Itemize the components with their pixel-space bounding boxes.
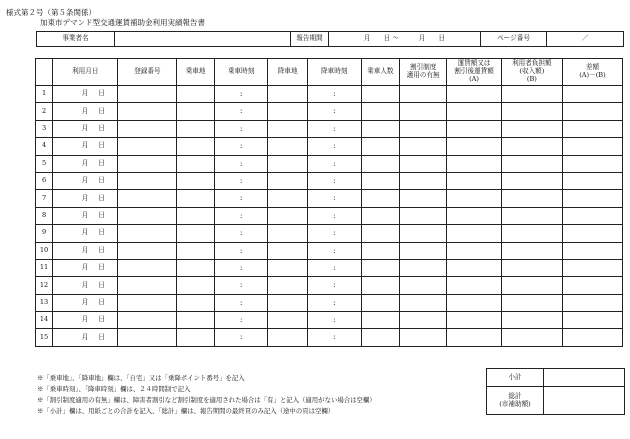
alight-time-cell[interactable]: : bbox=[308, 294, 362, 311]
alight-place-cell[interactable] bbox=[268, 294, 308, 311]
discount-cell[interactable] bbox=[400, 225, 447, 242]
date-cell[interactable] bbox=[53, 190, 118, 207]
alight-place-cell[interactable] bbox=[268, 172, 308, 189]
day-label: 日 bbox=[98, 210, 105, 219]
alight-place-cell[interactable] bbox=[268, 120, 308, 137]
reg-no-cell[interactable] bbox=[118, 242, 177, 259]
table-body bbox=[36, 86, 623, 347]
table-header-row bbox=[36, 59, 623, 86]
table-row bbox=[36, 312, 623, 329]
fare-cell[interactable] bbox=[447, 329, 502, 346]
alight-time-cell[interactable]: : bbox=[308, 138, 362, 155]
total-label-cell bbox=[487, 387, 544, 415]
reg-no-cell[interactable] bbox=[118, 103, 177, 120]
row-number: 5 bbox=[36, 155, 53, 172]
reg-no-cell[interactable] bbox=[118, 120, 177, 137]
discount-cell[interactable] bbox=[400, 277, 447, 294]
day-label: 日 bbox=[98, 280, 105, 289]
table-row bbox=[36, 86, 623, 103]
user-charge-cell[interactable] bbox=[501, 155, 562, 172]
board-place-cell[interactable] bbox=[177, 225, 214, 242]
total-field[interactable] bbox=[544, 387, 625, 415]
form-title: 加東市デマンド型交通運賃補助金利用実績報告書 bbox=[40, 18, 205, 27]
reg-no-cell[interactable] bbox=[118, 312, 177, 329]
discount-cell[interactable] bbox=[400, 86, 447, 103]
user-charge-cell[interactable] bbox=[501, 242, 562, 259]
month-label: 月 bbox=[81, 106, 89, 115]
day-label: 日 bbox=[98, 141, 105, 150]
note-2: ※「乗車時刻」、「降車時刻」欄は、２４時間制で記入 bbox=[37, 385, 191, 393]
user-charge-cell[interactable] bbox=[501, 259, 562, 276]
difference-cell[interactable] bbox=[562, 312, 622, 329]
day-label: 日 bbox=[98, 263, 105, 272]
reg-no-cell[interactable] bbox=[118, 172, 177, 189]
difference-cell[interactable] bbox=[562, 103, 622, 120]
passengers-cell[interactable] bbox=[361, 242, 400, 259]
date-cell[interactable] bbox=[53, 329, 118, 346]
page-field[interactable]: ／ bbox=[547, 32, 624, 47]
alight-time-cell[interactable]: : bbox=[308, 207, 362, 224]
alight-place-cell[interactable] bbox=[268, 207, 308, 224]
date-cell[interactable] bbox=[53, 259, 118, 276]
discount-cell[interactable] bbox=[400, 103, 447, 120]
user-charge-cell[interactable] bbox=[501, 120, 562, 137]
difference-cell[interactable] bbox=[562, 190, 622, 207]
board-place-cell[interactable] bbox=[177, 312, 214, 329]
board-place-cell[interactable] bbox=[177, 329, 214, 346]
passengers-cell[interactable] bbox=[361, 103, 400, 120]
discount-cell[interactable] bbox=[400, 294, 447, 311]
board-time-cell[interactable]: : bbox=[214, 120, 268, 137]
passengers-cell[interactable] bbox=[361, 190, 400, 207]
month-label: 月 bbox=[81, 228, 89, 237]
passengers-cell[interactable] bbox=[361, 259, 400, 276]
period-field[interactable]: 月 日 〜 月 日 bbox=[329, 32, 481, 47]
user-charge-cell[interactable] bbox=[501, 103, 562, 120]
day-label: 日 bbox=[98, 315, 105, 324]
reg-no-cell[interactable] bbox=[118, 277, 177, 294]
table-row bbox=[36, 103, 623, 120]
table-row bbox=[36, 259, 623, 276]
user-charge-cell[interactable] bbox=[501, 294, 562, 311]
col-diff-line1: 差額 bbox=[585, 63, 600, 72]
board-place-cell[interactable] bbox=[177, 277, 214, 294]
discount-cell[interactable] bbox=[400, 312, 447, 329]
board-time-cell[interactable]: : bbox=[214, 190, 268, 207]
board-time-cell[interactable]: : bbox=[214, 294, 268, 311]
date-cell[interactable] bbox=[53, 103, 118, 120]
table-row bbox=[36, 190, 623, 207]
board-place-cell[interactable] bbox=[177, 86, 214, 103]
col-difference bbox=[562, 59, 622, 86]
fare-cell[interactable] bbox=[447, 294, 502, 311]
col-board-time: 乗車時刻 bbox=[214, 59, 268, 86]
difference-cell[interactable] bbox=[562, 329, 622, 346]
alight-time-cell[interactable]: : bbox=[308, 86, 362, 103]
fare-cell[interactable] bbox=[447, 86, 502, 103]
total-label: 総計 bbox=[508, 391, 522, 400]
passengers-cell[interactable] bbox=[361, 329, 400, 346]
board-place-cell[interactable] bbox=[177, 207, 214, 224]
day-label: 日 bbox=[98, 158, 105, 167]
row-number: 7 bbox=[36, 190, 53, 207]
difference-cell[interactable] bbox=[562, 225, 622, 242]
date-cell[interactable] bbox=[53, 225, 118, 242]
alight-time-cell[interactable]: : bbox=[308, 242, 362, 259]
reg-no-cell[interactable] bbox=[118, 207, 177, 224]
row-number: 12 bbox=[36, 277, 53, 294]
month-label: 月 bbox=[81, 245, 89, 254]
operator-field[interactable] bbox=[115, 32, 291, 47]
row-number: 13 bbox=[36, 294, 53, 311]
passengers-cell[interactable] bbox=[361, 225, 400, 242]
board-time-cell[interactable]: : bbox=[214, 225, 268, 242]
alight-place-cell[interactable] bbox=[268, 86, 308, 103]
passengers-cell[interactable] bbox=[361, 294, 400, 311]
date-cell[interactable] bbox=[53, 242, 118, 259]
row-number: 3 bbox=[36, 120, 53, 137]
difference-cell[interactable] bbox=[562, 259, 622, 276]
alight-time-cell[interactable]: : bbox=[308, 259, 362, 276]
board-time-cell[interactable]: : bbox=[214, 277, 268, 294]
date-cell[interactable] bbox=[53, 277, 118, 294]
discount-cell[interactable] bbox=[400, 259, 447, 276]
fare-cell[interactable] bbox=[447, 155, 502, 172]
row-number: 2 bbox=[36, 103, 53, 120]
board-place-cell[interactable] bbox=[177, 138, 214, 155]
day-label: 日 bbox=[98, 106, 105, 115]
col-fare-line3: (A) bbox=[469, 74, 479, 83]
alight-time-cell[interactable]: : bbox=[308, 312, 362, 329]
alight-place-cell[interactable] bbox=[268, 190, 308, 207]
difference-cell[interactable] bbox=[562, 294, 622, 311]
user-charge-cell[interactable] bbox=[501, 86, 562, 103]
difference-cell[interactable] bbox=[562, 138, 622, 155]
user-charge-cell[interactable] bbox=[501, 277, 562, 294]
difference-cell[interactable] bbox=[562, 172, 622, 189]
col-discount bbox=[400, 59, 447, 86]
month-label: 月 bbox=[81, 176, 89, 185]
board-time-cell[interactable]: : bbox=[214, 172, 268, 189]
col-reg-no: 登録番号 bbox=[118, 59, 177, 86]
col-user-line1: 利用者負担額 bbox=[512, 59, 552, 68]
month-label: 月 bbox=[81, 158, 89, 167]
row-number: 15 bbox=[36, 329, 53, 346]
fare-cell[interactable] bbox=[447, 138, 502, 155]
board-time-cell[interactable]: : bbox=[214, 329, 268, 346]
reg-no-cell[interactable] bbox=[118, 155, 177, 172]
table-row bbox=[36, 155, 623, 172]
day-label: 日 bbox=[98, 176, 105, 185]
month-label: 月 bbox=[81, 210, 89, 219]
fare-cell[interactable] bbox=[447, 103, 502, 120]
board-place-cell[interactable] bbox=[177, 103, 214, 120]
discount-cell[interactable] bbox=[400, 120, 447, 137]
user-charge-cell[interactable] bbox=[501, 138, 562, 155]
alight-time-cell[interactable]: : bbox=[308, 155, 362, 172]
month-label: 月 bbox=[81, 89, 89, 98]
board-place-cell[interactable] bbox=[177, 242, 214, 259]
fare-cell[interactable] bbox=[447, 172, 502, 189]
reg-no-cell[interactable] bbox=[118, 86, 177, 103]
board-time-cell[interactable]: : bbox=[214, 312, 268, 329]
board-time-cell[interactable]: : bbox=[214, 207, 268, 224]
user-charge-cell[interactable] bbox=[501, 312, 562, 329]
date-cell[interactable] bbox=[53, 172, 118, 189]
discount-cell[interactable] bbox=[400, 207, 447, 224]
row-number: 1 bbox=[36, 86, 53, 103]
passengers-cell[interactable] bbox=[361, 207, 400, 224]
table-row bbox=[36, 207, 623, 224]
table-row bbox=[36, 242, 623, 259]
col-diff-line2: (A)－(B) bbox=[579, 71, 606, 79]
difference-cell[interactable] bbox=[562, 155, 622, 172]
difference-cell[interactable] bbox=[562, 242, 622, 259]
discount-cell[interactable] bbox=[400, 172, 447, 189]
usage-table bbox=[35, 58, 623, 347]
reg-no-cell[interactable] bbox=[118, 190, 177, 207]
table-row bbox=[36, 294, 623, 311]
board-time-cell[interactable]: : bbox=[214, 138, 268, 155]
reg-no-cell[interactable] bbox=[118, 329, 177, 346]
day-label: 日 bbox=[98, 124, 105, 133]
alight-time-cell[interactable]: : bbox=[308, 225, 362, 242]
note-1: ※「乗車地」、「降車地」欄は、「自宅」又は「乗降ポイント番号」を記入 bbox=[37, 374, 245, 382]
day-label: 日 bbox=[98, 245, 105, 254]
alight-place-cell[interactable] bbox=[268, 312, 308, 329]
table-row bbox=[36, 225, 623, 242]
note-4: ※「小計」欄は、用紙ごとの合計を記入、「総計」欄は、報告期間の最終頁のみ記入（途中の頁は空欄） bbox=[37, 407, 335, 415]
col-alight-time: 降車時刻 bbox=[308, 59, 362, 86]
col-user-charge bbox=[501, 59, 562, 86]
alight-place-cell[interactable] bbox=[268, 242, 308, 259]
fare-cell[interactable] bbox=[447, 190, 502, 207]
col-fare-line2: 割引後運賃額 bbox=[454, 67, 494, 76]
alight-time-cell[interactable]: : bbox=[308, 172, 362, 189]
discount-cell[interactable] bbox=[400, 242, 447, 259]
user-charge-cell[interactable] bbox=[501, 172, 562, 189]
day-label: 日 bbox=[98, 89, 105, 98]
table-row bbox=[36, 329, 623, 346]
board-place-cell[interactable] bbox=[177, 259, 214, 276]
col-board-place: 乗車地 bbox=[177, 59, 214, 86]
reg-no-cell[interactable] bbox=[118, 138, 177, 155]
difference-cell[interactable] bbox=[562, 120, 622, 137]
page-label: ページ番号 bbox=[481, 32, 547, 47]
alight-time-cell[interactable]: : bbox=[308, 329, 362, 346]
difference-cell[interactable] bbox=[562, 277, 622, 294]
reg-no-cell[interactable] bbox=[118, 225, 177, 242]
row-number: 9 bbox=[36, 225, 53, 242]
fare-cell[interactable] bbox=[447, 225, 502, 242]
passengers-cell[interactable] bbox=[361, 155, 400, 172]
row-number: 10 bbox=[36, 242, 53, 259]
subtotal-field[interactable] bbox=[544, 369, 625, 387]
alight-place-cell[interactable] bbox=[268, 155, 308, 172]
day-label: 日 bbox=[98, 297, 105, 306]
table-row bbox=[36, 120, 623, 137]
month-label: 月 bbox=[81, 141, 89, 150]
table-row bbox=[36, 277, 623, 294]
fare-cell[interactable] bbox=[447, 277, 502, 294]
board-place-cell[interactable] bbox=[177, 190, 214, 207]
reg-no-cell[interactable] bbox=[118, 294, 177, 311]
alight-time-cell[interactable]: : bbox=[308, 103, 362, 120]
board-place-cell[interactable] bbox=[177, 155, 214, 172]
row-number: 6 bbox=[36, 172, 53, 189]
fare-cell[interactable] bbox=[447, 242, 502, 259]
board-place-cell[interactable] bbox=[177, 120, 214, 137]
col-discount-line2: 適用の有無 bbox=[406, 71, 440, 79]
reg-no-cell[interactable] bbox=[118, 259, 177, 276]
col-alight-place: 降車地 bbox=[268, 59, 308, 86]
alight-place-cell[interactable] bbox=[268, 329, 308, 346]
operator-label: 事業者名 bbox=[37, 32, 115, 47]
board-time-cell[interactable]: : bbox=[214, 155, 268, 172]
date-cell[interactable] bbox=[53, 155, 118, 172]
alight-place-cell[interactable] bbox=[268, 103, 308, 120]
table-row bbox=[36, 172, 623, 189]
alight-place-cell[interactable] bbox=[268, 225, 308, 242]
date-cell[interactable] bbox=[53, 207, 118, 224]
fare-cell[interactable] bbox=[447, 312, 502, 329]
board-time-cell[interactable]: : bbox=[214, 242, 268, 259]
passengers-cell[interactable] bbox=[361, 138, 400, 155]
header-table bbox=[36, 31, 624, 47]
subtotal-label: 小計 bbox=[487, 369, 544, 387]
alight-place-cell[interactable] bbox=[268, 259, 308, 276]
month-label: 月 bbox=[81, 193, 89, 202]
row-number: 4 bbox=[36, 138, 53, 155]
alight-time-cell[interactable]: : bbox=[308, 190, 362, 207]
col-user-line3: (B) bbox=[526, 74, 537, 83]
board-place-cell[interactable] bbox=[177, 294, 214, 311]
month-label: 月 bbox=[81, 280, 89, 289]
col-date: 利用月日 bbox=[53, 59, 118, 86]
row-number: 11 bbox=[36, 259, 53, 276]
user-charge-cell[interactable] bbox=[501, 190, 562, 207]
summary-table bbox=[486, 368, 625, 415]
user-charge-cell[interactable] bbox=[501, 225, 562, 242]
difference-cell[interactable] bbox=[562, 86, 622, 103]
row-number: 8 bbox=[36, 207, 53, 224]
col-fare bbox=[447, 59, 502, 86]
discount-cell[interactable] bbox=[400, 155, 447, 172]
date-cell[interactable] bbox=[53, 294, 118, 311]
discount-cell[interactable] bbox=[400, 190, 447, 207]
col-discount-line1: 割引制度 bbox=[409, 63, 437, 72]
board-time-cell[interactable]: : bbox=[214, 103, 268, 120]
alight-place-cell[interactable] bbox=[268, 138, 308, 155]
form-number: 様式第２号（第５条関係） bbox=[6, 8, 96, 17]
discount-cell[interactable] bbox=[400, 329, 447, 346]
col-passengers: 乗車人数 bbox=[361, 59, 400, 86]
col-fare-line1: 運賃額又は bbox=[457, 59, 491, 68]
passengers-cell[interactable] bbox=[361, 172, 400, 189]
date-cell[interactable] bbox=[53, 138, 118, 155]
date-cell[interactable] bbox=[53, 312, 118, 329]
row-number: 14 bbox=[36, 312, 53, 329]
date-cell[interactable] bbox=[53, 120, 118, 137]
user-charge-cell[interactable] bbox=[501, 207, 562, 224]
day-label: 日 bbox=[98, 228, 105, 237]
day-label: 日 bbox=[98, 193, 105, 202]
month-label: 月 bbox=[81, 297, 89, 306]
alight-place-cell[interactable] bbox=[268, 277, 308, 294]
total-sublabel: (市補助額) bbox=[499, 399, 531, 408]
col-user-line2: (収入額) bbox=[519, 67, 545, 76]
board-place-cell[interactable] bbox=[177, 172, 214, 189]
board-time-cell[interactable]: : bbox=[214, 86, 268, 103]
fare-cell[interactable] bbox=[447, 120, 502, 137]
discount-cell[interactable] bbox=[400, 138, 447, 155]
alight-time-cell[interactable]: : bbox=[308, 120, 362, 137]
table-row bbox=[36, 138, 623, 155]
difference-cell[interactable] bbox=[562, 207, 622, 224]
passengers-cell[interactable] bbox=[361, 86, 400, 103]
month-label: 月 bbox=[81, 124, 89, 133]
fare-cell[interactable] bbox=[447, 259, 502, 276]
date-cell[interactable] bbox=[53, 86, 118, 103]
alight-time-cell[interactable]: : bbox=[308, 277, 362, 294]
fare-cell[interactable] bbox=[447, 207, 502, 224]
passengers-cell[interactable] bbox=[361, 312, 400, 329]
period-label: 報告期間 bbox=[291, 32, 329, 47]
month-label: 月 bbox=[81, 315, 89, 324]
col-index bbox=[36, 59, 53, 86]
passengers-cell[interactable] bbox=[361, 277, 400, 294]
month-label: 月 bbox=[81, 263, 89, 272]
note-3: ※「割引制度適用の有無」欄は、障害者割引など割引制度を適用された場合は「有」と記入（適用がない場合は空欄） bbox=[37, 396, 376, 404]
board-time-cell[interactable]: : bbox=[214, 259, 268, 276]
day-label: 日 bbox=[98, 332, 105, 341]
passengers-cell[interactable] bbox=[361, 120, 400, 137]
notes bbox=[37, 373, 376, 417]
user-charge-cell[interactable] bbox=[501, 329, 562, 346]
month-label: 月 bbox=[81, 332, 89, 341]
